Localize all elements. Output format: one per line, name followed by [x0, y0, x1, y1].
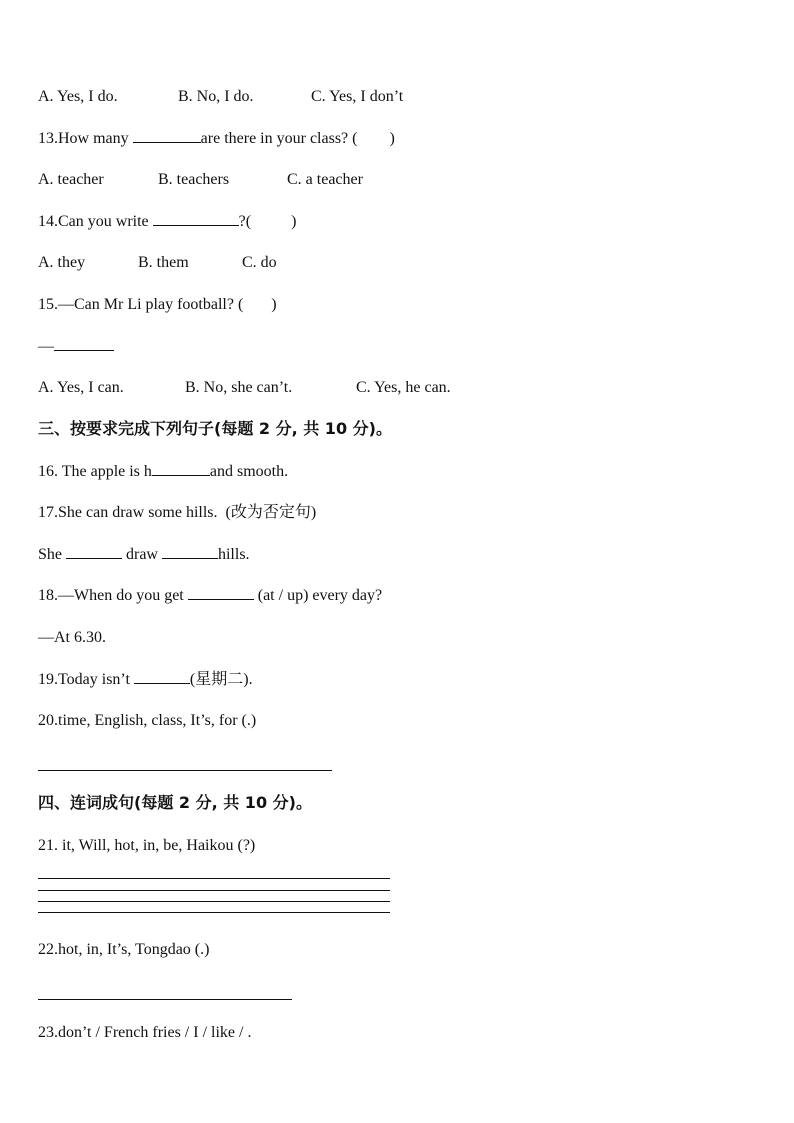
q18-text-post: (at / up) every day?: [257, 587, 383, 604]
q14-text-post: ?: [238, 213, 246, 230]
q18-text-pre: 18.—When do you get: [38, 587, 188, 604]
question-19: [38, 670, 253, 690]
q19-text-pre: 19.Today isn’t: [38, 671, 134, 688]
q13-text-pre: 13.How many: [38, 130, 133, 147]
q15-option-a: A. Yes, I can.: [38, 379, 124, 396]
q15-answer-line: [38, 337, 114, 357]
q14-text-pre: 14.Can you write: [38, 213, 153, 230]
q21-answer-line-1[interactable]: [38, 878, 390, 879]
q17-blank-1[interactable]: [66, 546, 122, 559]
q16-blank[interactable]: [152, 463, 210, 476]
q18-blank[interactable]: [188, 587, 254, 600]
q21-answer-line-3[interactable]: [38, 901, 390, 902]
q21-answer-line-4[interactable]: [38, 912, 390, 913]
section-4-heading: 四、连词成句(每题 2 分, 共 10 分)。: [38, 793, 312, 812]
q13-option-b: B. teachers: [158, 171, 230, 188]
q14-blank[interactable]: [153, 213, 239, 226]
q13-text-post: are there in your class?: [200, 130, 349, 147]
q15-blank[interactable]: [54, 338, 114, 351]
q14-option-b: B. them: [138, 254, 189, 271]
q15-options: [38, 378, 451, 398]
question-14: [38, 212, 296, 232]
q15-answer-paren[interactable]: ( ): [237, 296, 277, 313]
q17-instruction: (改为否定句): [225, 504, 317, 521]
question-21: 21. it, Will, hot, in, be, Haikou (?): [38, 837, 256, 854]
q17-word-hills: hills.: [217, 546, 250, 563]
q13-answer-paren[interactable]: ( ): [352, 130, 395, 147]
section-3-heading: 三、按要求完成下列句子(每题 2 分, 共 10 分)。: [38, 419, 392, 438]
q12-option-c: C. Yes, I don’t: [311, 88, 404, 105]
q14-option-c: C. do: [242, 254, 277, 271]
question-17: [38, 503, 316, 523]
q17-word-draw: draw: [126, 546, 162, 563]
question-13: [38, 129, 395, 149]
q14-options: [38, 253, 277, 273]
q15-text: 15.—Can Mr Li play football?: [38, 296, 234, 313]
q16-text-post: and smooth.: [209, 463, 289, 480]
q15-dash: —: [38, 338, 54, 355]
q17-blank-2[interactable]: [162, 546, 218, 559]
question-23: 23.don’t / French fries / I / like / .: [38, 1024, 252, 1041]
q17-text: 17.She can draw some hills.: [38, 504, 218, 521]
q12-option-b: B. No, I do.: [178, 88, 254, 105]
q20-answer-line[interactable]: [38, 770, 332, 771]
q17-answer-line: [38, 545, 250, 565]
q13-options: [38, 170, 363, 190]
q13-option-a: A. teacher: [38, 171, 104, 188]
q18-answer: —At 6.30.: [38, 629, 106, 646]
q12-options: [38, 87, 403, 107]
q19-text-post: (星期二).: [189, 671, 253, 688]
q15-option-b: B. No, she can’t.: [185, 379, 293, 396]
question-20: 20.time, English, class, It’s, for (.): [38, 712, 257, 729]
q12-option-a: A. Yes, I do.: [38, 88, 118, 105]
q22-answer-line[interactable]: [38, 999, 292, 1000]
question-16: [38, 462, 288, 482]
q17-word-she: She: [38, 546, 66, 563]
question-15: [38, 295, 277, 315]
q16-text-pre: 16. The apple is h: [38, 463, 152, 480]
question-18: [38, 586, 382, 606]
q13-blank[interactable]: [133, 130, 201, 143]
q21-answer-line-2[interactable]: [38, 890, 390, 891]
q15-option-c: C. Yes, he can.: [356, 379, 451, 396]
q13-option-c: C. a teacher: [287, 171, 363, 188]
question-22: 22.hot, in, It’s, Tongdao (.): [38, 941, 210, 958]
q14-option-a: A. they: [38, 254, 86, 271]
q14-answer-paren[interactable]: ( ): [245, 213, 297, 230]
q19-blank[interactable]: [134, 671, 190, 684]
